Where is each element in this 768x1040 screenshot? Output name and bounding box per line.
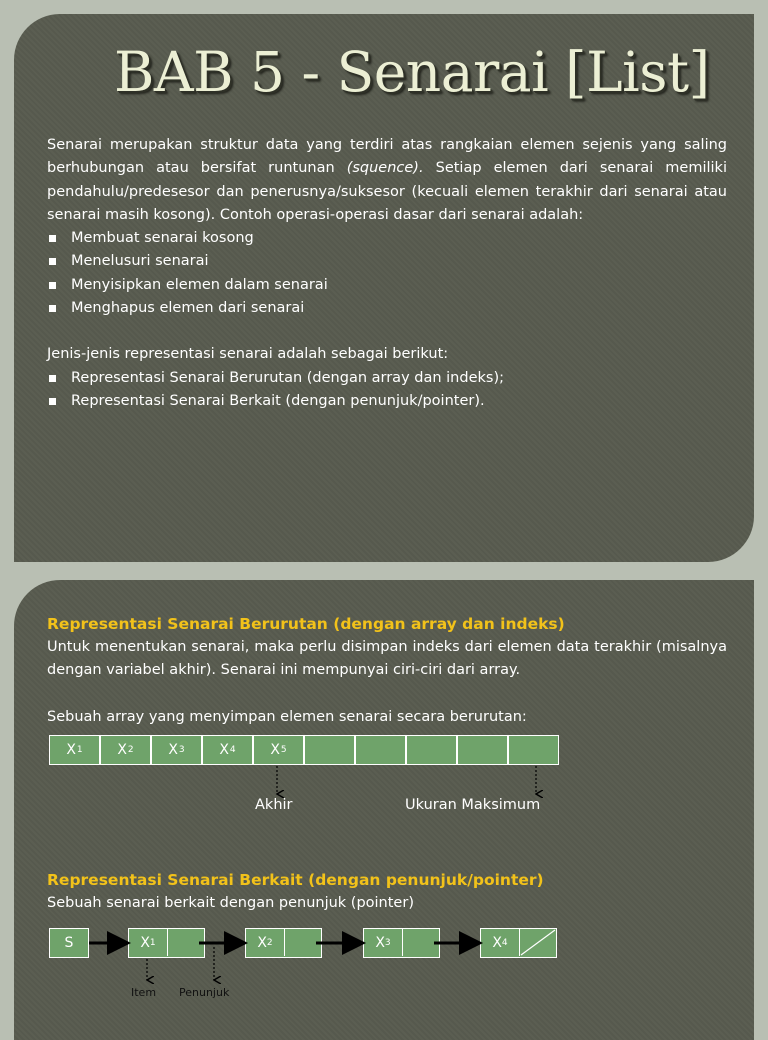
array-cell xyxy=(355,735,406,765)
slide-1-body xyxy=(47,134,727,413)
heading-linked: Representasi Senarai Berkait (dengan penunjuk/pointer) xyxy=(47,871,544,889)
slide-2-body-b xyxy=(47,868,727,915)
array-diagram xyxy=(49,735,561,825)
array-cell xyxy=(457,735,508,765)
linked-paragraph: Sebuah senarai berkait dengan penunjuk (pointer) xyxy=(47,895,414,911)
slide-title: BAB 5 - Senarai [List] xyxy=(114,40,710,104)
label-max-size: Ukuran Maksimum xyxy=(405,797,541,813)
array-caption: Sebuah array yang menyimpan elemen senarai secara berurutan: xyxy=(47,708,527,725)
label-akhir: Akhir xyxy=(255,797,293,813)
pointer-arrows xyxy=(49,928,569,998)
array-cell: X 1 xyxy=(49,735,100,765)
array-cell: X 3 xyxy=(151,735,202,765)
label-pointer: Penunjuk xyxy=(179,986,230,999)
sequential-paragraph: Untuk menentukan senarai, maka perlu disimpan indeks dari elemen data terakhir (misalnya dengan variabel akhir). Senarai ini mempunyai ciri-ciri dari array. xyxy=(47,639,727,679)
array-cell xyxy=(304,735,355,765)
node-item: X 3 xyxy=(364,929,403,956)
list-item: Menyisipkan elemen dalam senarai xyxy=(47,274,727,297)
list-item: Menelusuri senarai xyxy=(47,250,727,273)
node-item: X 1 xyxy=(129,929,168,956)
list-item: Menghapus elemen dari senarai xyxy=(47,297,727,320)
list-item: Representasi Senarai Berurutan (dengan array dan indeks); xyxy=(47,367,727,390)
array-cell: X 4 xyxy=(202,735,253,765)
list-item: Representasi Senarai Berkait (dengan penunjuk/pointer). xyxy=(47,390,727,413)
array-cell: X 5 xyxy=(253,735,304,765)
node-item: X 2 xyxy=(246,929,285,956)
array-cell xyxy=(508,735,559,765)
label-item: Item xyxy=(131,986,157,999)
head-node: S xyxy=(49,928,89,958)
linked-list-diagram xyxy=(49,928,569,1008)
slide-2-body xyxy=(47,612,727,729)
intro-text-part1: Senarai merupakan struktur data yang terdiri atas rangkaian elemen sejenis yang saling berhubungan atau bersifat runtunan xyxy=(47,137,727,177)
node-item: X 4 xyxy=(481,929,520,956)
heading-sequential: Representasi Senarai Berurutan (dengan array dan indeks) xyxy=(47,615,565,633)
slide-2 xyxy=(14,580,754,1040)
operations-list xyxy=(47,227,727,320)
array-cell xyxy=(406,735,457,765)
intro-text-part2: Setiap elemen dari senarai memiliki pendahulu/predesesor dan penerusnya/suksesor (kecuali elemen terakhir dari senarai atau senarai masih kosong). Contoh operasi-operasi dasar dari senarai adalah: xyxy=(47,160,727,223)
types-list xyxy=(47,367,727,414)
array-cell: X 2 xyxy=(100,735,151,765)
intro-paragraph xyxy=(47,134,727,227)
intro-italic: (squence). xyxy=(346,160,424,177)
types-intro: Jenis-jenis representasi senarai adalah sebagai berikut: xyxy=(47,346,449,363)
slide-1 xyxy=(14,14,754,562)
list-item: Membuat senarai kosong xyxy=(47,227,727,250)
